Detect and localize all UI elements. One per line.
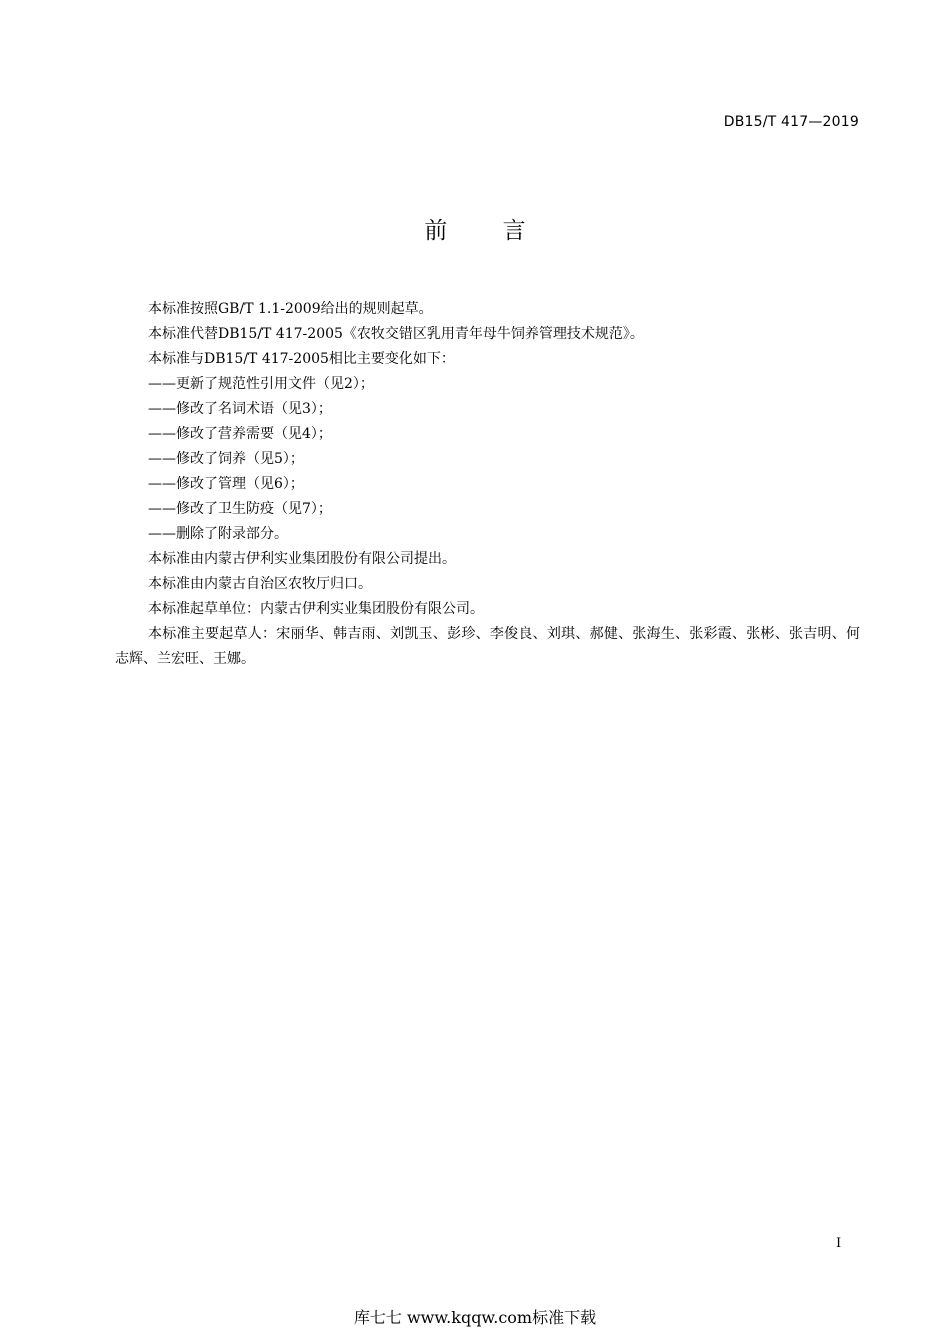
change-item: ——修改了卫生防疫（见7）；	[148, 501, 332, 517]
page-number: I	[836, 1236, 842, 1251]
paragraph-replaces: 本标准代替DB15/T 417-2005《农牧交错区乳用青年母牛饲养管理技术规范》。	[148, 326, 644, 342]
paragraph-centralized-by: 本标准由内蒙古自治区农牧厅归口。	[148, 576, 372, 592]
paragraph-drafters: 本标准主要起草人：宋丽华、韩吉雨、刘凯玉、彭珍、李俊良、刘琪、郝健、张海生、张彩霞、张彬、张吉明、何志辉、兰宏旺、王娜。	[115, 626, 860, 667]
change-item: ——修改了营养需要（见4）；	[148, 426, 332, 442]
paragraph-changes-intro: 本标准与DB15/T 417-2005相比主要变化如下：	[148, 351, 455, 367]
paragraph-drafting-rules: 本标准按照GB/T 1.1-2009给出的规则起草。	[148, 301, 433, 317]
paragraph-proposed-by: 本标准由内蒙古伊利实业集团股份有限公司提出。	[148, 551, 456, 567]
change-item: ——删除了附录部分。	[148, 526, 288, 542]
change-item: ——更新了规范性引用文件（见2）；	[148, 376, 374, 392]
change-item: ——修改了管理（见6）；	[148, 476, 304, 492]
paragraph-drafting-unit: 本标准起草单位：内蒙古伊利实业集团股份有限公司。	[148, 601, 484, 617]
document-code: DB15/T 417—2019	[723, 114, 859, 130]
footer-watermark: 库七七 www.kqqw.com标准下载	[353, 1308, 597, 1327]
change-item: ——修改了饲养（见5）；	[148, 451, 304, 467]
foreword-body	[115, 297, 860, 672]
change-item: ——修改了名词术语（见3）；	[148, 401, 332, 417]
page-title: 前 言	[424, 218, 550, 244]
